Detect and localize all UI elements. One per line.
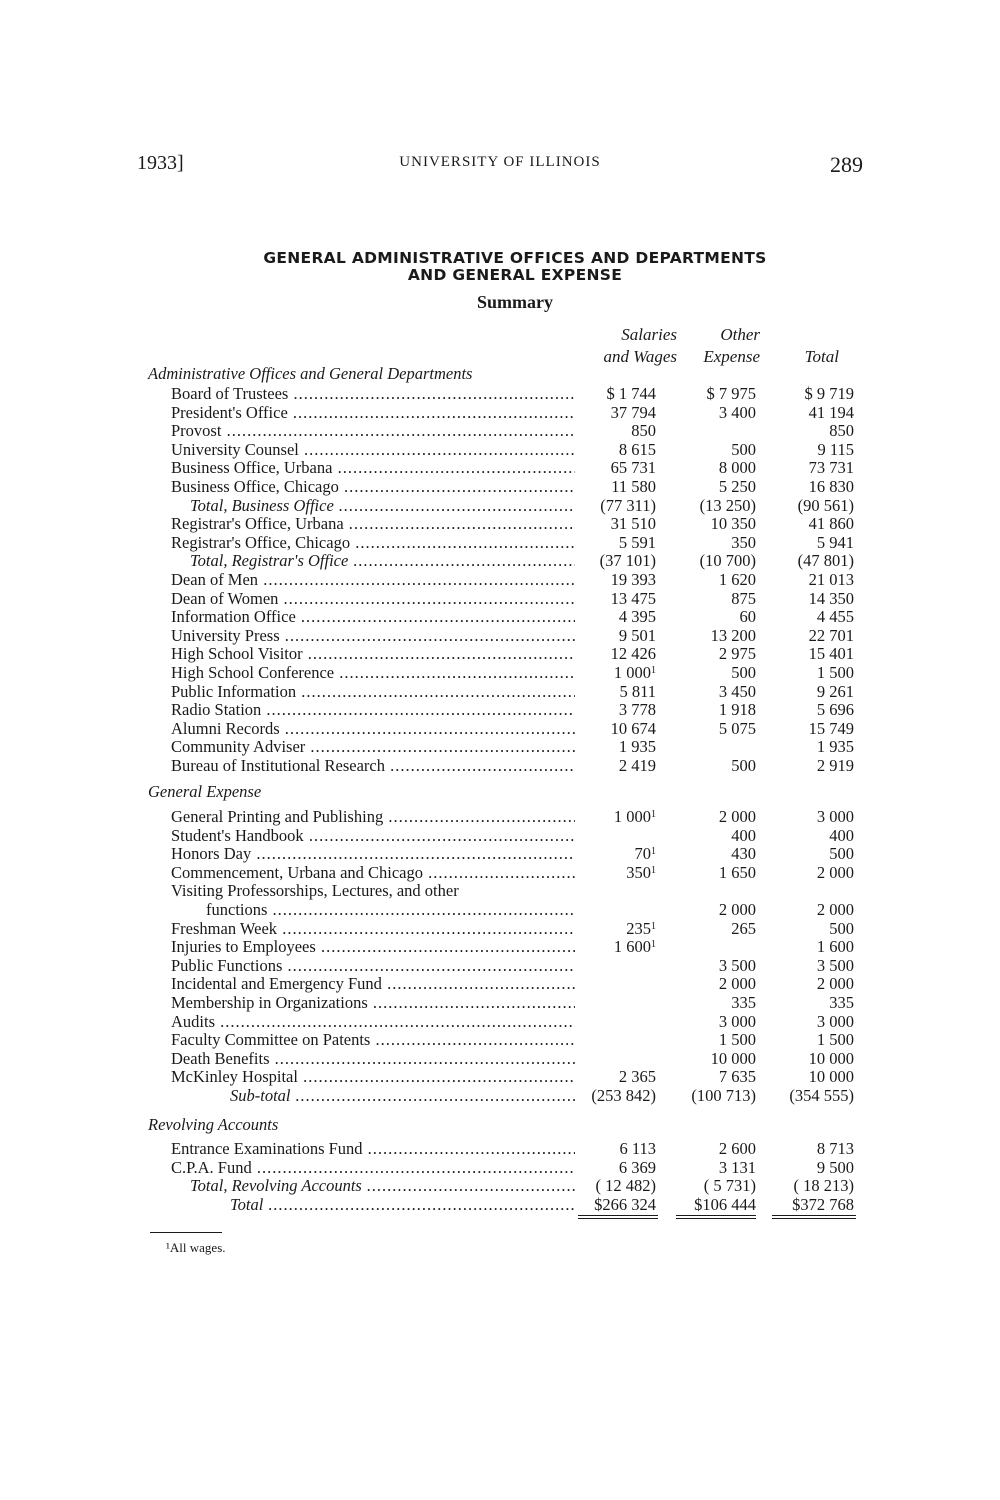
row-label: High School Conference ..... (171, 664, 575, 683)
cell-other-expense: 10 000 (710, 1048, 756, 1068)
row-label: Information Office ..... (171, 608, 575, 627)
cell-salaries: 2 419 (618, 756, 656, 775)
cell-total: 41 860 (808, 514, 854, 534)
table-row (0, 478, 1000, 497)
row-label: Entrance Examinations Fund ..... (171, 1140, 575, 1159)
cell-total: 3 500 (816, 955, 854, 975)
table-row (0, 1159, 1000, 1178)
cell-other-expense: 500 (731, 439, 756, 459)
cell-salaries: 31 510 (610, 514, 656, 534)
table-row (0, 571, 1000, 590)
cell-other-expense: 2 600 (718, 1139, 756, 1158)
cell-salaries: ( 12 482) (595, 1176, 656, 1196)
cell-other-expense: 3 500 (718, 955, 756, 975)
cell-other-expense: $ 7 975 (706, 384, 756, 403)
cell-total: 3 000 (816, 1011, 854, 1031)
row-label: Public Functions ..... (171, 957, 575, 976)
cell-salaries: 1 935 (618, 737, 656, 757)
cell-other-expense: 2 000 (718, 900, 756, 919)
total-double-rule (772, 1218, 856, 1219)
table-row (0, 975, 1000, 994)
cell-other-expense: (13 250) (699, 495, 756, 515)
row-label: Total, Revolving Accounts ..... (190, 1177, 575, 1196)
row-label: Membership in Organizations ..... (171, 994, 575, 1013)
table-row (0, 901, 1000, 920)
heading-line-2: AND GENERAL EXPENSE (407, 266, 623, 284)
cell-salaries: 13 475 (610, 588, 656, 608)
cell-salaries: 65 731 (610, 458, 656, 478)
table-row (0, 664, 1000, 683)
table-row (0, 497, 1000, 516)
row-label: functions ..... (206, 901, 575, 920)
table-row (0, 422, 1000, 441)
row-label: Bureau of Institutional Research ..... (171, 757, 575, 776)
cell-salaries: 5 591 (618, 532, 656, 552)
table-row (0, 994, 1000, 1013)
cell-salaries: $ 1 744 (606, 384, 656, 403)
table-row (0, 938, 1000, 957)
table-row (0, 845, 1000, 864)
cell-other-expense: 3 000 (718, 1011, 756, 1031)
cell-salaries: 12 426 (610, 644, 656, 664)
cell-salaries: $235^1$ (626, 918, 656, 938)
column-header-other: Other Expense (703, 325, 760, 366)
cell-total: 9 115 (817, 439, 854, 459)
cell-total: 73 731 (808, 458, 854, 478)
cell-total: 850 (829, 421, 854, 441)
row-label: Faculty Committee on Patents ..... (171, 1031, 575, 1050)
cell-salaries: $70^1$ (634, 844, 656, 864)
cell-total: 14 350 (808, 588, 854, 608)
table-row (0, 608, 1000, 627)
total-double-rule (578, 1215, 658, 1216)
cell-other-expense: 8 000 (718, 458, 756, 478)
cell-other-expense: 13 200 (710, 625, 756, 645)
cell-salaries: 9 501 (618, 625, 656, 645)
cell-other-expense: ( 5 731) (703, 1176, 756, 1196)
cell-salaries: 6 113 (619, 1139, 656, 1158)
row-label: Total, Business Office ..... (190, 497, 575, 516)
cell-salaries: 5 811 (619, 681, 656, 701)
row-label: Public Information ..... (171, 683, 575, 702)
cell-total: 10 000 (808, 1048, 854, 1068)
cell-other-expense: 335 (731, 993, 756, 1012)
footnote-rule (150, 1232, 222, 1233)
cell-other-expense: 3 400 (718, 402, 756, 422)
cell-other-expense: 430 (731, 844, 756, 864)
cell-other-expense: 5 250 (718, 477, 756, 496)
row-label: Total ..... (230, 1196, 575, 1215)
row-label: Visiting Professorships, Lectures, and other (171, 882, 459, 901)
cell-total: ( 18 213) (793, 1176, 854, 1196)
cell-other-expense: 3 450 (718, 681, 756, 701)
cell-total: (354 555) (789, 1086, 854, 1105)
table-row (0, 1068, 1000, 1087)
cell-total: 15 401 (808, 644, 854, 664)
row-label: Dean of Women ..... (171, 590, 575, 609)
table-row (0, 720, 1000, 739)
cell-total: 8 713 (816, 1139, 854, 1158)
cell-salaries: 6 369 (618, 1157, 656, 1177)
cell-other-expense: 500 (731, 663, 756, 682)
cell-salaries: 19 393 (610, 570, 656, 589)
cell-other-expense: 5 075 (718, 718, 756, 738)
row-label: Dean of Men ..... (171, 571, 575, 590)
cell-salaries: 850 (631, 421, 656, 441)
total-double-rule (676, 1215, 756, 1216)
row-label: Community Adviser ..... (171, 738, 575, 757)
cell-total: 335 (829, 993, 854, 1012)
table-row (0, 534, 1000, 553)
cell-other-expense: 10 350 (710, 514, 756, 534)
table-row (0, 627, 1000, 646)
cell-other-expense: 7 635 (718, 1067, 756, 1087)
cell-other-expense: 1 500 (718, 1030, 756, 1050)
row-label: Death Benefits ..... (171, 1050, 575, 1069)
cell-other-expense: (100 713) (691, 1086, 756, 1105)
cell-total: $ 9 719 (804, 384, 854, 403)
row-label: McKinley Hospital ..... (171, 1068, 575, 1087)
column-header-salaries: Salaries and Wages (603, 325, 677, 366)
cell-total: 15 749 (808, 718, 854, 738)
cell-other-expense: 1 620 (718, 570, 756, 589)
table-row (0, 1031, 1000, 1050)
row-label: Commencement, Urbana and Chicago ..... (171, 864, 575, 883)
cell-other-expense: 400 (731, 825, 756, 845)
cell-total: 3 000 (816, 807, 854, 826)
cell-total: 1 600 (816, 937, 854, 957)
table-row (0, 552, 1000, 571)
total-double-rule (772, 1215, 856, 1216)
cell-salaries: 10 674 (610, 718, 656, 738)
cell-other-expense: 2 975 (718, 644, 756, 664)
heading-line-1: GENERAL ADMINISTRATIVE OFFICES AND DEPARTMENTS (263, 249, 767, 267)
row-label: Sub-total ..... (230, 1087, 575, 1106)
row-label: Provost ..... (171, 422, 575, 441)
cell-other-expense: 350 (731, 532, 756, 552)
cell-total: 9 261 (816, 681, 854, 701)
row-label: Radio Station ..... (171, 701, 575, 720)
cell-total: (47 801) (797, 551, 854, 571)
cell-total: 21 013 (808, 570, 854, 589)
table-row (0, 1087, 1000, 1106)
table-row (0, 1050, 1000, 1069)
row-label: General Printing and Publishing ..... (171, 808, 575, 827)
cell-total: 9 500 (816, 1157, 854, 1177)
cell-salaries: (253 842) (591, 1086, 656, 1105)
cell-other-expense: $106 444 (694, 1194, 756, 1214)
table-row (0, 1196, 1000, 1215)
cell-total: 500 (829, 918, 854, 938)
table-row (0, 404, 1000, 423)
cell-total: $372 768 (792, 1194, 854, 1214)
table-row (0, 683, 1000, 702)
running-head (137, 152, 863, 184)
cell-total: 1 500 (816, 1030, 854, 1050)
table-row (0, 757, 1000, 776)
cell-total: 2 000 (816, 900, 854, 919)
cell-total: 2 919 (816, 756, 854, 775)
cell-total: (90 561) (797, 495, 854, 515)
table-row (0, 957, 1000, 976)
cell-other-expense: 2 000 (718, 974, 756, 994)
row-label: High School Visitor ..... (171, 645, 575, 664)
cell-total: 2 000 (816, 862, 854, 882)
row-label: Total, Registrar's Office ..... (190, 552, 575, 571)
cell-other-expense: 60 (739, 607, 756, 627)
table-row (0, 1013, 1000, 1032)
row-label: Business Office, Chicago ..... (171, 478, 575, 497)
table-row (0, 864, 1000, 883)
cell-salaries: 3 778 (618, 700, 656, 720)
section-revolving: Revolving Accounts (148, 1115, 279, 1134)
table-row (0, 441, 1000, 460)
cell-salaries: 1 $600^1$ (613, 937, 656, 957)
row-label: Audits ..... (171, 1013, 575, 1032)
cell-total: 41 194 (808, 402, 854, 422)
table-row (0, 385, 1000, 404)
table-row (0, 827, 1000, 846)
table-row (0, 701, 1000, 720)
table-row (0, 590, 1000, 609)
cell-salaries: (37 101) (599, 551, 656, 571)
table-row (0, 515, 1000, 534)
table-row (0, 645, 1000, 664)
row-label: Registrar's Office, Urbana ..... (171, 515, 575, 534)
row-label: Business Office, Urbana ..... (171, 459, 575, 478)
cell-total: 2 000 (816, 974, 854, 994)
column-header-total: Total (804, 347, 839, 366)
cell-total: 1 500 (816, 663, 854, 682)
cell-salaries: $350^1$ (626, 862, 656, 882)
row-label: President's Office ..... (171, 404, 575, 423)
cell-salaries: (77 311) (600, 495, 656, 515)
cell-total: 10 000 (808, 1067, 854, 1087)
cell-total: 5 941 (816, 532, 854, 552)
row-label: Freshman Week ..... (171, 920, 575, 939)
row-label: University Press ..... (171, 627, 575, 646)
table-row (0, 459, 1000, 478)
cell-total: 1 935 (816, 737, 854, 757)
summary-subtitle: Summary (477, 292, 553, 312)
cell-other-expense: 500 (731, 756, 756, 775)
table-row (0, 920, 1000, 939)
cell-salaries: 2 365 (618, 1067, 656, 1087)
cell-other-expense: 1 918 (718, 700, 756, 720)
cell-other-expense: 2 000 (718, 807, 756, 826)
table-row (0, 1140, 1000, 1159)
table-row (0, 738, 1000, 757)
total-double-rule (578, 1218, 658, 1219)
row-label: Alumni Records ..... (171, 720, 575, 739)
cell-total: 22 701 (808, 625, 854, 645)
cell-salaries: 11 580 (611, 477, 656, 496)
table-row (0, 808, 1000, 827)
cell-salaries: 8 615 (618, 439, 656, 459)
cell-salaries: 37 794 (610, 402, 656, 422)
cell-other-expense: 265 (731, 918, 756, 938)
footnote: ¹All wages. (166, 1240, 226, 1255)
cell-other-expense: 1 650 (718, 862, 756, 882)
row-label: Board of Trustees ..... (171, 385, 575, 404)
total-double-rule (676, 1218, 756, 1219)
row-label: Registrar's Office, Chicago ..... (171, 534, 575, 553)
section-general: General Expense (148, 782, 262, 801)
cell-salaries: 1 $000^1$ (613, 663, 656, 682)
section-admin: Administrative Offices and General Departments (148, 364, 473, 383)
year-label: 1933] (137, 152, 184, 174)
cell-other-expense: 875 (731, 588, 756, 608)
row-label: University Counsel ..... (171, 441, 575, 460)
cell-total: 16 830 (808, 477, 854, 496)
cell-other-expense: 3 131 (718, 1157, 756, 1177)
cell-salaries: $266 324 (594, 1194, 656, 1214)
row-label: Honors Day ..... (171, 845, 575, 864)
row-label: C.P.A. Fund ..... (171, 1159, 575, 1178)
row-label: Incidental and Emergency Fund ..... (171, 975, 575, 994)
table-row (0, 1177, 1000, 1196)
cell-total: 4 455 (816, 607, 854, 627)
cell-salaries: 4 395 (618, 607, 656, 627)
row-label: Injuries to Employees ..... (171, 938, 575, 957)
cell-total: 500 (829, 844, 854, 864)
table-row (0, 882, 1000, 901)
running-title: UNIVERSITY OF ILLINOIS (399, 154, 601, 170)
row-label: Student's Handbook ..... (171, 827, 575, 846)
page-number: 289 (830, 152, 863, 177)
cell-salaries: 1 $000^1$ (613, 807, 656, 826)
cell-other-expense: (10 700) (699, 551, 756, 571)
cell-total: 400 (829, 825, 854, 845)
cell-total: 5 696 (816, 700, 854, 720)
